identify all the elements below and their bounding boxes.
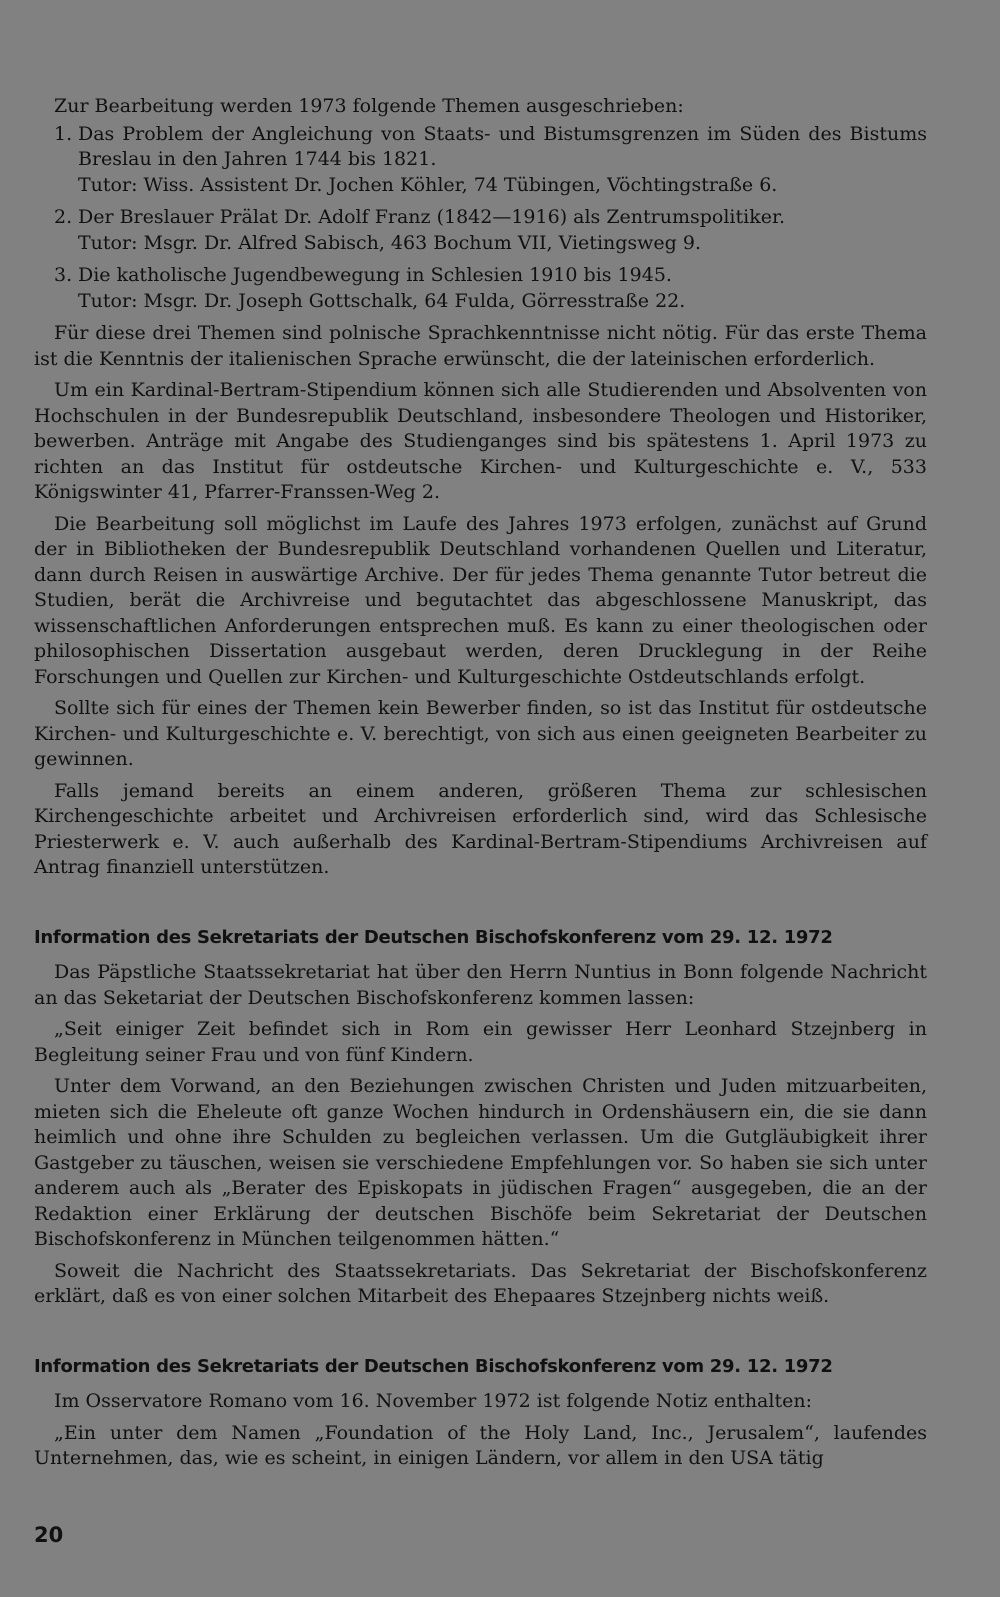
- topic-item: [34, 122, 927, 199]
- topic-number: 2.: [54, 206, 73, 228]
- intro-text: Zur Bearbeitung werden 1973 folgende Themen ausgeschrieben:: [54, 95, 684, 117]
- topic-title: Die katholische Jugendbewegung in Schlesien 1910 bis 1945.: [78, 264, 672, 286]
- topic-item: [34, 205, 927, 256]
- body-paragraph: Soweit die Nachricht des Staatssekretariats. Das Sekretariat der Bischofskonferenz erklärt, daß es von einer solchen Mitarbeit des Ehepaares Stzejnberg nichts weiß.: [34, 1259, 927, 1307]
- document-page: [34, 94, 927, 1478]
- topic-title: Das Problem der Angleichung von Staats- und Bistumsgrenzen im Süden des Bistums Breslau in den Jahren 1744 bis 1821.: [78, 122, 927, 170]
- section-heading: Information des Sekretariats der Deutschen Bischofskonferenz vom 29. 12. 1972: [34, 1355, 833, 1377]
- page-number: 20: [34, 1523, 64, 1547]
- body-paragraph: Die Bearbeitung soll möglichst im Laufe des Jahres 1973 erfolgen, zunächst auf Grund der in Bibliotheken der Bundesrepublik Deutschland vorhandenen Quellen und Literatur, dann durch Reisen in auswärtige Archive. Der für jedes Thema genannte Tutor betreut die Studien, berät die Archivreise und begutachtet das abgeschlossene Manuskript, das wissenschaftlichen Anforderungen entsprechen muß. Es kann zu einer theologischen oder philosophischen Dissertation ausgebaut werden, deren Drucklegung in der Reihe Forschungen und Quellen zur Kirchen- und Kulturgeschichte Ostdeutschlands erfolgt.: [34, 512, 927, 688]
- body-paragraph: Sollte sich für eines der Themen kein Bewerber finden, so ist das Institut für ostdeutsche Kirchen- und Kulturgeschichte e. V. berechtigt, von sich aus einen geeigneten Bearbeiter zu gewinnen.: [34, 697, 927, 770]
- topic-number: 3.: [54, 264, 73, 286]
- body-paragraph: Das Päpstliche Staatssekretariat hat über den Herrn Nuntius in Bonn folgende Nachricht an das Seketariat der Deutschen Bischofskonferenz kommen lassen:: [34, 961, 927, 1009]
- body-paragraph: Um ein Kardinal-Bertram-Stipendium können sich alle Studierenden und Absolventen von Hochschulen in der Bundesrepublik Deutschland, insbesondere Theologen und Historiker, bewerben. Anträge mit Angabe des Studienganges sind bis spätestens 1. April 1973 zu richten an das Institut für ostdeutsche Kirchen- und Kulturgeschichte e. V., 533 Königswinter 41, Pfarrer-Franssen-Weg 2.: [34, 379, 927, 503]
- section-heading: Information des Sekretariats der Deutschen Bischofskonferenz vom 29. 12. 1972: [34, 926, 833, 948]
- body-paragraph: „Ein unter dem Namen „Foundation of the Holy Land, Inc., Jerusalem“, laufendes Unternehmen, das, wie es scheint, in einigen Ländern, vor allem in den USA tätig: [34, 1421, 927, 1469]
- body-paragraph: Unter dem Vorwand, an den Beziehungen zwischen Christen und Juden mitzuarbeiten, mieten sich die Eheleute oft ganze Wochen hindurch in Ordenshäusern ein, die sie dann heimlich und ohne ihre Schulden zu begleichen verlassen. Um die Gutgläubigkeit ihrer Gastgeber zu täuschen, weisen sie verschiedene Empfehlungen vor. So haben sie sich unter anderem auch als „Berater des Episkopats in jüdischen Fragen“ ausgegeben, die an der Redaktion einer Erklärung der deutschen Bischöfe beim Sekretariat der Deutschen Bischofskonferenz in München teilgenommen hätten.“: [34, 1075, 927, 1250]
- body-paragraph: Falls jemand bereits an einem anderen, größeren Thema zur schlesischen Kirchengeschichte arbeitet und Archivreisen erforderlich sind, wird das Schlesische Priesterwerk e. V. auch außerhalb des Kardinal-Bertram-Stipendiums Archivreisen auf Antrag finanziell unterstützen.: [34, 779, 927, 878]
- topic-tutor: Tutor: Msgr. Dr. Joseph Gottschalk, 64 Fulda, Görresstraße 22.: [78, 289, 686, 312]
- topic-title: Der Breslauer Prälat Dr. Adolf Franz (1842—1916) als Zentrumspolitiker.: [78, 206, 786, 228]
- body-paragraph: „Seit einiger Zeit befindet sich in Rom ein gewisser Herr Leonhard Stzejnberg in Begleitung seiner Frau und von fünf Kindern.: [34, 1018, 927, 1066]
- body-paragraph: Für diese drei Themen sind polnische Sprachkenntnisse nicht nötig. Für das erste Thema ist die Kenntnis der italienischen Sprache erwünscht, die der lateinischen erforderlich.: [34, 322, 927, 370]
- topic-item: [34, 263, 927, 314]
- topic-number: 1.: [54, 122, 73, 145]
- topic-tutor: Tutor: Msgr. Dr. Alfred Sabisch, 463 Bochum VII, Vietingsweg 9.: [78, 231, 702, 254]
- body-paragraph: Im Osservatore Romano vom 16. November 1972 ist folgende Notiz enthalten:: [54, 1390, 812, 1412]
- topic-tutor: Tutor: Wiss. Assistent Dr. Jochen Köhler, 74 Tübingen, Vöchtingstraße 6.: [78, 173, 778, 196]
